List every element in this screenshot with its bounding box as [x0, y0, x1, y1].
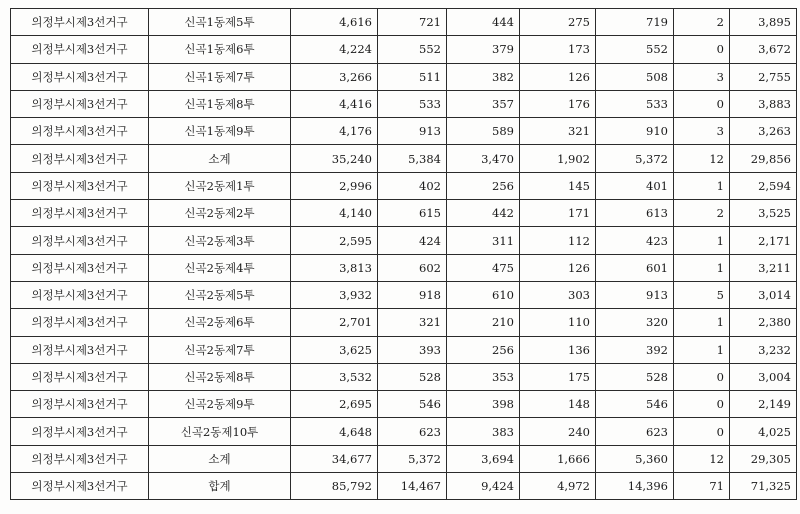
votes-cast-cell: 533 — [378, 90, 447, 117]
invalid-votes-cell: 1 — [674, 336, 730, 363]
electorate-cell: 2,701 — [291, 309, 378, 336]
invalid-votes-cell: 1 — [674, 227, 730, 254]
polling-station-cell: 신곡2동제10투 — [149, 418, 291, 445]
invalid-votes-cell: 1 — [674, 172, 730, 199]
votes-cast-cell: 602 — [378, 254, 447, 281]
votes-b-cell: 136 — [520, 336, 596, 363]
invalid-votes-cell: 5 — [674, 281, 730, 308]
invalid-votes-cell: 12 — [674, 145, 730, 172]
votes-a-cell: 444 — [447, 9, 520, 36]
table-row — [11, 418, 797, 445]
invalid-votes-cell: 0 — [674, 363, 730, 390]
district-cell: 의정부시제3선거구 — [11, 90, 149, 117]
polling-station-cell: 신곡1동제9투 — [149, 118, 291, 145]
abstentions-cell: 3,525 — [730, 200, 797, 227]
electorate-cell: 2,595 — [291, 227, 378, 254]
votes-a-cell: 383 — [447, 418, 520, 445]
votes-cast-cell: 424 — [378, 227, 447, 254]
table-row — [11, 63, 797, 90]
votes-b-cell: 145 — [520, 172, 596, 199]
table-row — [11, 172, 797, 199]
district-cell: 의정부시제3선거구 — [11, 281, 149, 308]
abstentions-cell: 3,883 — [730, 90, 797, 117]
votes-cast-cell: 546 — [378, 391, 447, 418]
votes-b-cell: 175 — [520, 363, 596, 390]
votes-b-cell: 176 — [520, 90, 596, 117]
electorate-cell: 3,266 — [291, 63, 378, 90]
valid-votes-cell: 552 — [596, 36, 674, 63]
votes-a-cell: 3,694 — [447, 445, 520, 472]
votes-b-cell: 126 — [520, 254, 596, 281]
votes-a-cell: 9,424 — [447, 473, 520, 500]
votes-a-cell: 3,470 — [447, 145, 520, 172]
table-row — [11, 254, 797, 281]
votes-a-cell: 311 — [447, 227, 520, 254]
electorate-cell: 4,224 — [291, 36, 378, 63]
polling-station-cell: 신곡2동제6투 — [149, 309, 291, 336]
district-cell: 의정부시제3선거구 — [11, 254, 149, 281]
abstentions-cell: 2,755 — [730, 63, 797, 90]
valid-votes-cell: 913 — [596, 281, 674, 308]
abstentions-cell: 2,594 — [730, 172, 797, 199]
valid-votes-cell: 910 — [596, 118, 674, 145]
votes-cast-cell: 721 — [378, 9, 447, 36]
votes-b-cell: 240 — [520, 418, 596, 445]
valid-votes-cell: 5,372 — [596, 145, 674, 172]
polling-station-cell: 소계 — [149, 445, 291, 472]
invalid-votes-cell: 0 — [674, 90, 730, 117]
district-cell: 의정부시제3선거구 — [11, 118, 149, 145]
polling-station-cell: 신곡2동제5투 — [149, 281, 291, 308]
table-row — [11, 90, 797, 117]
votes-cast-cell: 14,467 — [378, 473, 447, 500]
election-results-table — [10, 8, 797, 500]
votes-a-cell: 256 — [447, 172, 520, 199]
votes-a-cell: 353 — [447, 363, 520, 390]
valid-votes-cell: 623 — [596, 418, 674, 445]
votes-b-cell: 275 — [520, 9, 596, 36]
invalid-votes-cell: 1 — [674, 309, 730, 336]
table-row — [11, 309, 797, 336]
district-cell: 의정부시제3선거구 — [11, 9, 149, 36]
abstentions-cell: 71,325 — [730, 473, 797, 500]
table-row — [11, 9, 797, 36]
abstentions-cell: 3,895 — [730, 9, 797, 36]
votes-b-cell: 4,972 — [520, 473, 596, 500]
district-cell: 의정부시제3선거구 — [11, 36, 149, 63]
electorate-cell: 3,813 — [291, 254, 378, 281]
district-cell: 의정부시제3선거구 — [11, 336, 149, 363]
votes-a-cell: 210 — [447, 309, 520, 336]
invalid-votes-cell: 3 — [674, 63, 730, 90]
valid-votes-cell: 320 — [596, 309, 674, 336]
invalid-votes-cell: 0 — [674, 36, 730, 63]
votes-cast-cell: 402 — [378, 172, 447, 199]
abstentions-cell: 3,004 — [730, 363, 797, 390]
votes-cast-cell: 511 — [378, 63, 447, 90]
electorate-cell: 2,996 — [291, 172, 378, 199]
district-cell: 의정부시제3선거구 — [11, 227, 149, 254]
valid-votes-cell: 401 — [596, 172, 674, 199]
invalid-votes-cell: 2 — [674, 200, 730, 227]
polling-station-cell: 신곡2동제3투 — [149, 227, 291, 254]
votes-b-cell: 1,902 — [520, 145, 596, 172]
votes-a-cell: 379 — [447, 36, 520, 63]
district-cell: 의정부시제3선거구 — [11, 445, 149, 472]
abstentions-cell: 3,672 — [730, 36, 797, 63]
electorate-cell: 4,416 — [291, 90, 378, 117]
abstentions-cell: 3,014 — [730, 281, 797, 308]
polling-station-cell: 신곡2동제8투 — [149, 363, 291, 390]
district-cell: 의정부시제3선거구 — [11, 200, 149, 227]
votes-b-cell: 1,666 — [520, 445, 596, 472]
votes-a-cell: 398 — [447, 391, 520, 418]
table-row — [11, 281, 797, 308]
polling-station-cell: 신곡1동제5투 — [149, 9, 291, 36]
votes-b-cell: 110 — [520, 309, 596, 336]
invalid-votes-cell: 3 — [674, 118, 730, 145]
abstentions-cell: 29,856 — [730, 145, 797, 172]
electorate-cell: 3,932 — [291, 281, 378, 308]
votes-b-cell: 173 — [520, 36, 596, 63]
abstentions-cell: 3,232 — [730, 336, 797, 363]
valid-votes-cell: 601 — [596, 254, 674, 281]
votes-b-cell: 112 — [520, 227, 596, 254]
polling-station-cell: 신곡1동제6투 — [149, 36, 291, 63]
votes-b-cell: 171 — [520, 200, 596, 227]
valid-votes-cell: 423 — [596, 227, 674, 254]
electorate-cell: 4,176 — [291, 118, 378, 145]
abstentions-cell: 3,211 — [730, 254, 797, 281]
electorate-cell: 34,677 — [291, 445, 378, 472]
electorate-cell: 85,792 — [291, 473, 378, 500]
valid-votes-cell: 546 — [596, 391, 674, 418]
votes-a-cell: 357 — [447, 90, 520, 117]
table-row — [11, 445, 797, 472]
invalid-votes-cell: 1 — [674, 254, 730, 281]
valid-votes-cell: 719 — [596, 9, 674, 36]
electorate-cell: 35,240 — [291, 145, 378, 172]
electorate-cell: 2,695 — [291, 391, 378, 418]
votes-cast-cell: 5,384 — [378, 145, 447, 172]
invalid-votes-cell: 2 — [674, 9, 730, 36]
votes-cast-cell: 918 — [378, 281, 447, 308]
table-row — [11, 227, 797, 254]
polling-station-cell: 신곡2동제4투 — [149, 254, 291, 281]
valid-votes-cell: 508 — [596, 63, 674, 90]
votes-cast-cell: 615 — [378, 200, 447, 227]
valid-votes-cell: 5,360 — [596, 445, 674, 472]
abstentions-cell: 3,263 — [730, 118, 797, 145]
votes-b-cell: 303 — [520, 281, 596, 308]
votes-a-cell: 589 — [447, 118, 520, 145]
votes-a-cell: 475 — [447, 254, 520, 281]
votes-cast-cell: 321 — [378, 309, 447, 336]
electorate-cell: 4,648 — [291, 418, 378, 445]
invalid-votes-cell: 71 — [674, 473, 730, 500]
invalid-votes-cell: 0 — [674, 391, 730, 418]
polling-station-cell: 신곡2동제7투 — [149, 336, 291, 363]
polling-station-cell: 신곡2동제1투 — [149, 172, 291, 199]
electorate-cell: 3,532 — [291, 363, 378, 390]
valid-votes-cell: 14,396 — [596, 473, 674, 500]
abstentions-cell: 4,025 — [730, 418, 797, 445]
table-row — [11, 391, 797, 418]
table-row — [11, 363, 797, 390]
votes-b-cell: 126 — [520, 63, 596, 90]
table-row — [11, 118, 797, 145]
polling-station-cell: 신곡2동제2투 — [149, 200, 291, 227]
table-body — [11, 9, 797, 500]
district-cell: 의정부시제3선거구 — [11, 418, 149, 445]
district-cell: 의정부시제3선거구 — [11, 63, 149, 90]
electorate-cell: 4,616 — [291, 9, 378, 36]
votes-a-cell: 442 — [447, 200, 520, 227]
table-row — [11, 336, 797, 363]
polling-station-cell: 합계 — [149, 473, 291, 500]
electorate-cell: 3,625 — [291, 336, 378, 363]
electorate-cell: 4,140 — [291, 200, 378, 227]
invalid-votes-cell: 0 — [674, 418, 730, 445]
votes-cast-cell: 552 — [378, 36, 447, 63]
polling-station-cell: 신곡2동제9투 — [149, 391, 291, 418]
polling-station-cell: 신곡1동제7투 — [149, 63, 291, 90]
votes-a-cell: 382 — [447, 63, 520, 90]
district-cell: 의정부시제3선거구 — [11, 309, 149, 336]
votes-cast-cell: 913 — [378, 118, 447, 145]
votes-b-cell: 148 — [520, 391, 596, 418]
valid-votes-cell: 533 — [596, 90, 674, 117]
votes-cast-cell: 5,372 — [378, 445, 447, 472]
abstentions-cell: 2,380 — [730, 309, 797, 336]
votes-cast-cell: 393 — [378, 336, 447, 363]
valid-votes-cell: 392 — [596, 336, 674, 363]
abstentions-cell: 2,171 — [730, 227, 797, 254]
votes-cast-cell: 623 — [378, 418, 447, 445]
table-row — [11, 145, 797, 172]
abstentions-cell: 29,305 — [730, 445, 797, 472]
polling-station-cell: 소계 — [149, 145, 291, 172]
votes-a-cell: 610 — [447, 281, 520, 308]
votes-cast-cell: 528 — [378, 363, 447, 390]
district-cell: 의정부시제3선거구 — [11, 363, 149, 390]
table-row — [11, 36, 797, 63]
table-row — [11, 473, 797, 500]
votes-b-cell: 321 — [520, 118, 596, 145]
district-cell: 의정부시제3선거구 — [11, 145, 149, 172]
valid-votes-cell: 613 — [596, 200, 674, 227]
table-row — [11, 200, 797, 227]
valid-votes-cell: 528 — [596, 363, 674, 390]
votes-a-cell: 256 — [447, 336, 520, 363]
district-cell: 의정부시제3선거구 — [11, 172, 149, 199]
district-cell: 의정부시제3선거구 — [11, 391, 149, 418]
abstentions-cell: 2,149 — [730, 391, 797, 418]
invalid-votes-cell: 12 — [674, 445, 730, 472]
district-cell: 의정부시제3선거구 — [11, 473, 149, 500]
polling-station-cell: 신곡1동제8투 — [149, 90, 291, 117]
